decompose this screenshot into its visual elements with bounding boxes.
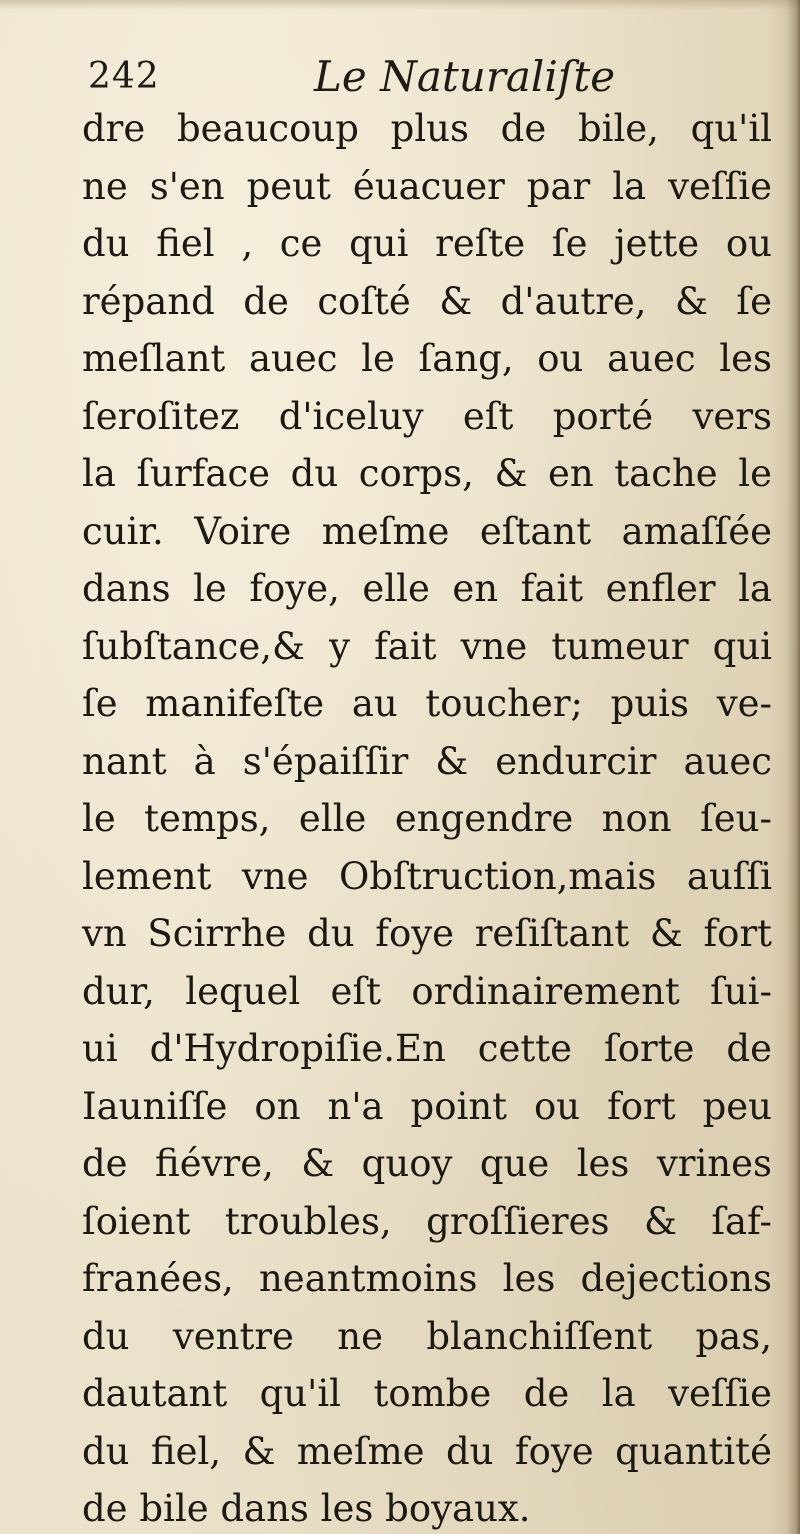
- text-line: lement vne Obſtruction,mais auſſi: [82, 854, 772, 898]
- text-line: vn Scirrhe du foye reſiſtant & fort: [82, 912, 772, 955]
- body-text: [82, 100, 772, 1534]
- text-line: dre beaucoup plus de bile, qu'il: [82, 107, 772, 150]
- text-line: dans le foye, elle en fait enfler la: [82, 567, 772, 610]
- text-line: franées, neantmoins les dejections: [82, 1257, 772, 1300]
- page-top-edge: [0, 0, 800, 10]
- text-line: dautant qu'il tombe de la veſſie: [82, 1372, 772, 1415]
- running-head: [88, 52, 708, 102]
- text-line: ſoient troubles, groſſieres & ſaf-: [82, 1199, 772, 1243]
- text-line: de bile dans les boyaux.: [82, 1487, 531, 1530]
- text-line: ſubſtance,& y fait vne tumeur qui: [82, 624, 772, 668]
- text-line: le temps, elle engendre non ſeu-: [82, 797, 772, 840]
- text-line: nant à s'épaiſſir & endurcir auec: [82, 739, 772, 783]
- text-line: la ſurface du corps, & en tache le: [82, 452, 772, 495]
- running-title: Le Naturaliſte: [314, 52, 616, 101]
- text-line: Iauniſſe on n'a point ou fort peu: [82, 1084, 772, 1128]
- text-line: du fiel , ce qui reſte ſe jette ou: [82, 222, 772, 265]
- text-line: répand de coſté & d'autre, & ſe: [82, 279, 772, 323]
- text-line: ne s'en peut éuacuer par la veſſie: [82, 164, 772, 208]
- text-line: du ventre ne blanchiſſent pas,: [82, 1314, 772, 1358]
- spine-shadow: [786, 0, 800, 1534]
- text-line: dur, lequel eſt ordinairement ſui-: [82, 969, 772, 1013]
- text-line: meſlant auec le ſang, ou auec les: [82, 337, 772, 380]
- text-line: ſe manifeſte au toucher; puis ve-: [82, 682, 772, 725]
- text-line: ſeroſitez d'iceluy eſt porté vers: [82, 394, 772, 438]
- text-line: ui d'Hydropiſie.En cette ſorte de: [82, 1027, 772, 1070]
- page-number: 242: [88, 56, 160, 97]
- text-line: de fiévre, & quoy que les vrines: [82, 1142, 772, 1185]
- text-line: du fiel, & meſme du foye quantité: [82, 1429, 772, 1473]
- text-line: cuir. Voire meſme eſtant amaſſée: [82, 509, 772, 553]
